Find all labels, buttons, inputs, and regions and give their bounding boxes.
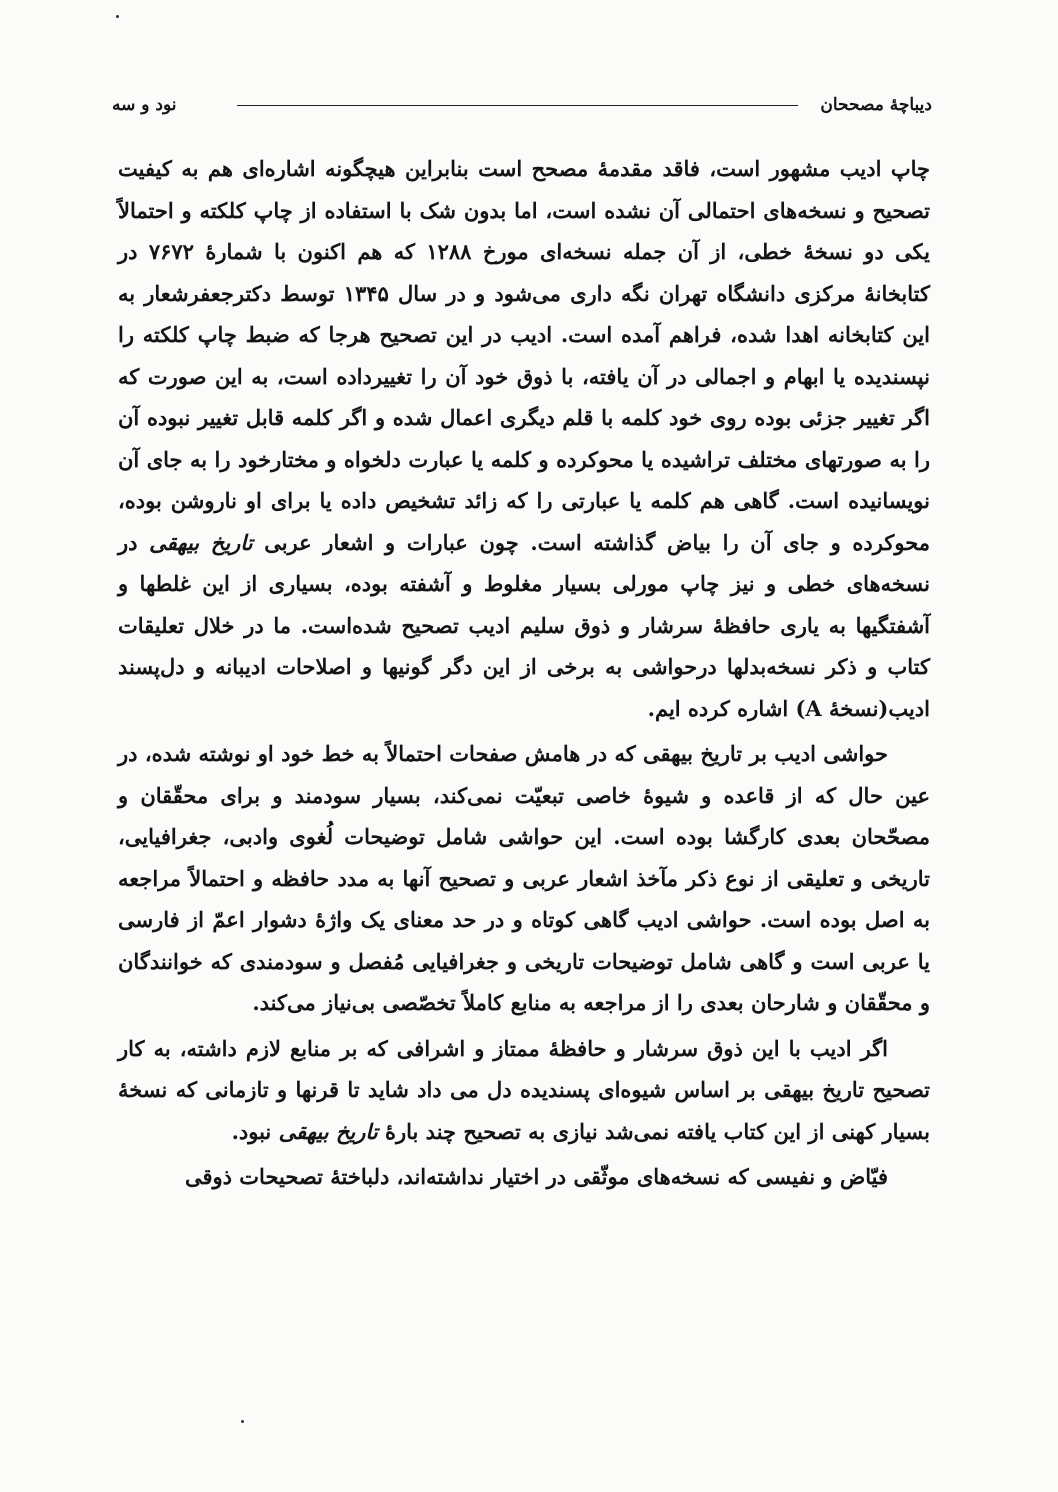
running-header: [112, 90, 932, 120]
book-title-italic: تاریخ بیهقی: [278, 1118, 378, 1144]
paragraph-4: فیّاض و نفیسی که نسخه‌های موثّقی در اختیار نداشته‌اند، دلباختهٔ تصحیحات ذوقی: [184, 1164, 888, 1189]
paragraph-1-part-a: چاپ ادیب مشهور است، فاقد مقدمهٔ مصحح است بنابراین هیچگونه اشاره‌ای هم به کیفیت تصحیح و نسخه‌های احتمالی آن نشده است، اما بدون شک با استفاده از چاپ کلکته و احتمالاً یکی دو نسخهٔ خطی، از آن جمله نسخه‌ای مورخ ۱۲۸۸ که هم اکنون با شمارهٔ ۷۶۷۲ در کتابخانهٔ مرکزی دانشگاه تهران نگه داری می‌شود و در سال ۱۳۴۵ توسط دکترجعفرشعار به این کتابخانه اهدا شده، فراهم آمده است. ادیب در این تصحیح هرجا که ضبط چاپ کلکته را نپسندیده یا ابهام و اجمالی در آن یافته، با ذوق خود آن را تغییرداده است، به این صورت که اگر تغییر جزئی بوده روی خود کلمه با قلم دیگری اعمال شده و اگر کلمه قابل تغییر نبوده آن را به صورتهای مختلف تراشیده یا محوکرده و کلمه یا عبارت دلخواه و مختارخود را به جای آن نویسانیده است. گاهی هم کلمه یا عبارتی را که زائد تشخیص داده یا برای او ناروشن بوده، محوکرده و جای آن را بیاض گذاشته است. چون عبارات و اشعار عربی: [118, 156, 930, 555]
paragraph-1: [118, 148, 930, 729]
paragraph-3-part-b: نبود.: [231, 1118, 279, 1144]
page-number: نود و سه: [112, 95, 177, 115]
body-text: [118, 148, 930, 1198]
paragraph-3: [118, 1028, 930, 1153]
book-title-italic: تاریخ بیهقی: [149, 529, 253, 555]
paragraph-3-part-a: اگر ادیب با این ذوق سرشار و حافظهٔ ممتاز و اشرافی که بر منابع لازم داشته، به کار تصحیح تاریخ بیهقی بر اساس شیوه‌ای پسندیده دل می داد شاید تا قرنها و تازمانی که نسخهٔ بسیار کهنی از این کتاب یافته نمی‌شد نیازی به تصحیح چند بارهٔ: [118, 1035, 930, 1144]
scan-speck: [116, 15, 119, 18]
paragraph-2: حواشی ادیب بر تاریخ بیهقی که در هامش صفحات احتمالاً به خط خود او نوشته شده، در عین حال که از قاعده و شیوهٔ خاصی تبعیّت نمی‌کند، بسیار سودمند و برای محقّقان و مصحّحان بعدی کارگشا بوده است. این حواشی شامل توضیحات لُغوی وادبی، جغرافیایی، تاریخی و تعلیقی از نوع ذکر مآخذ اشعار عربی و تصحیح آنها به مدد حافظه و احتمالاً مراجعه به اصل بوده است. حواشی ادیب گاهی کوتاه و در حد معنای یک واژهٔ دشوار اعمّ از فارسی یا عربی است و گاهی شامل توضیحات تاریخی و جغرافیایی مُفصل و سودمندی که خوانندگان و محقّقان و شارحان بعدی را از مراجعه به منابع کاملاً تخصّصی بی‌نیاز می‌کند.: [118, 741, 930, 1015]
paragraph-1-part-b: در نسخه‌های خطی و نیز چاپ مورلی بسیار مغلوط و آشفته بوده، بسیاری از این غلطها و آشفتگیها به یاری حافظهٔ سرشار و ذوق سلیم ادیب تصحیح شده‌است. ما در خلال تعلیقات کتاب و ذکر نسخه‌بدلها درحواشی به برخی از این دگر گونیها و اصلاحات ادیبانه و دل‌پسند ادیب(نسخهٔ A) اشاره کرده ایم.: [118, 529, 930, 721]
scan-speck: [241, 1420, 244, 1423]
header-title: دیباچهٔ مصححان: [820, 95, 932, 115]
header-rule: [237, 105, 799, 106]
